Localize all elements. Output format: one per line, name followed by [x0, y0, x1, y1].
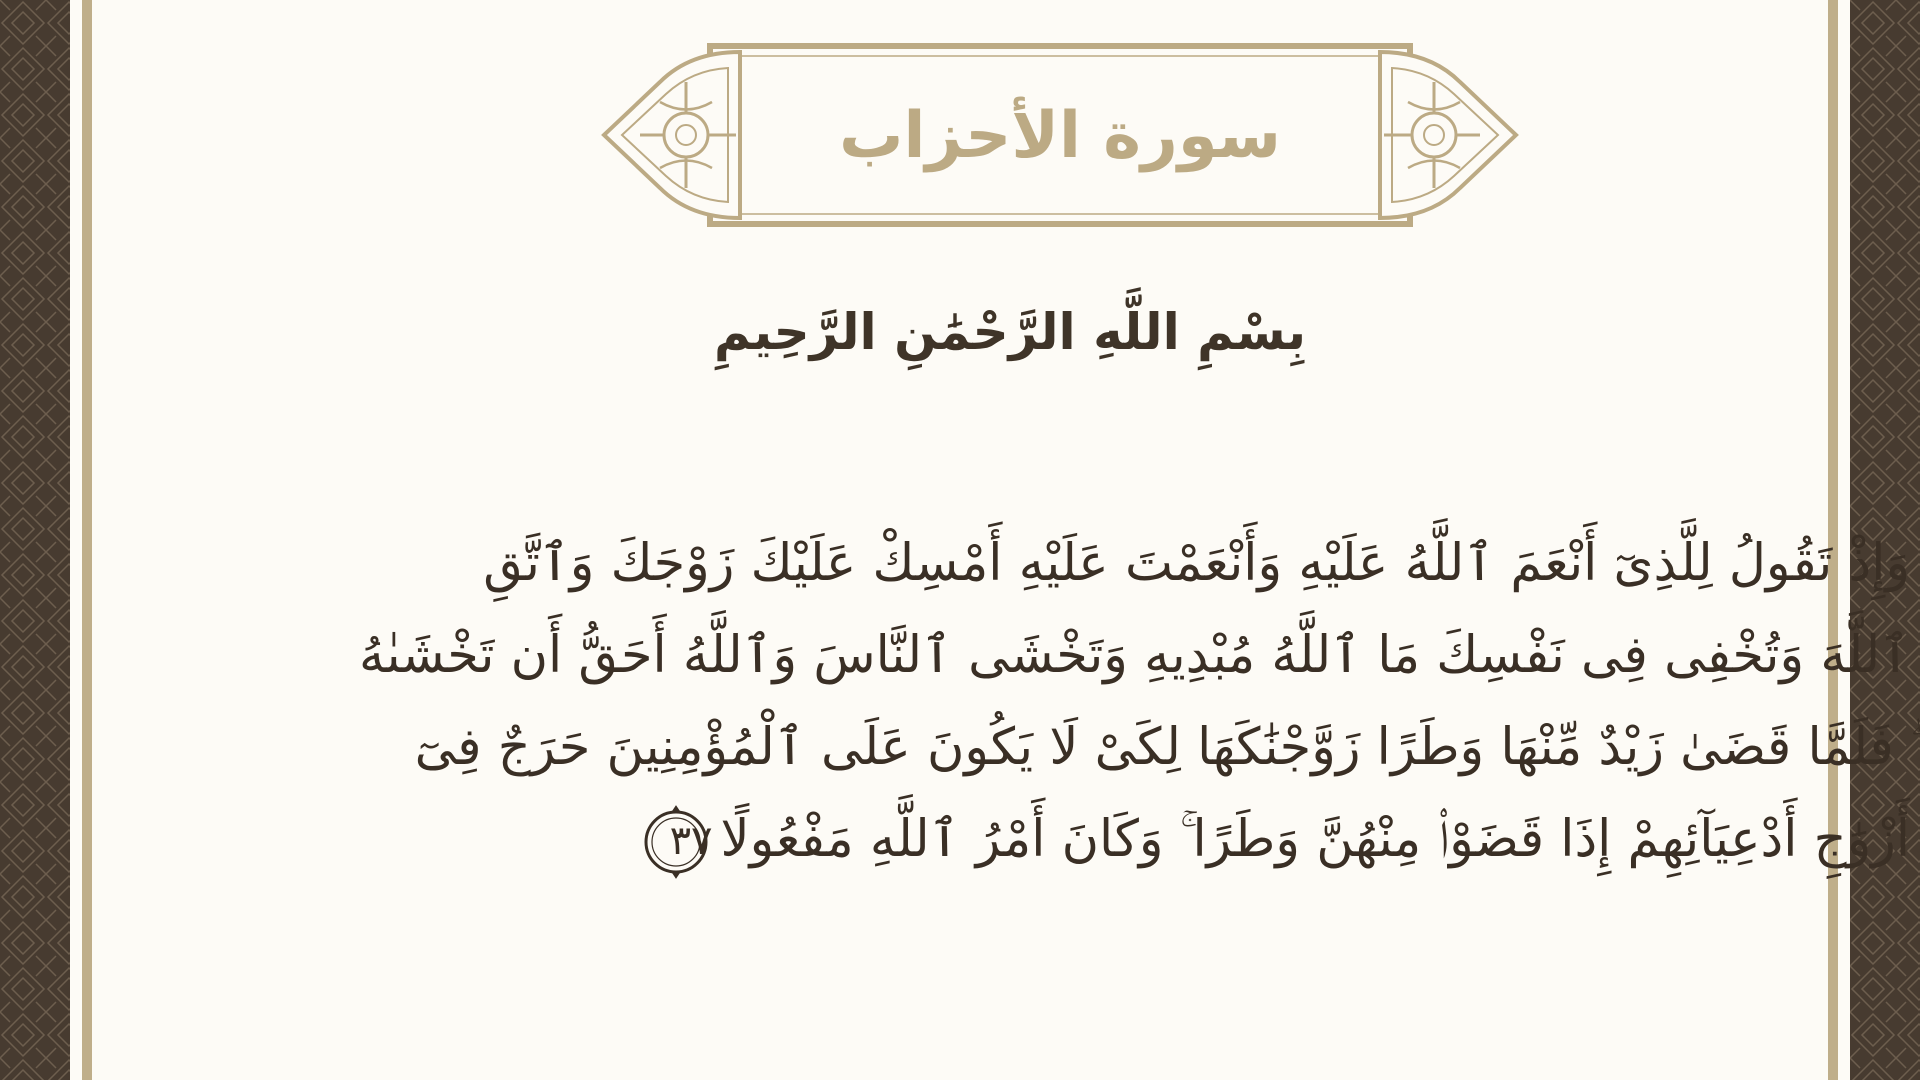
verse-line-4 [220, 794, 1910, 886]
verse-line-1: وَإِذْ تَقُولُ لِلَّذِىٓ أَنْعَمَ ٱللَّهُ عَلَيْهِ وَأَنْعَمْتَ عَلَيْهِ أَمْسِكْ عَلَيْكَ زَوْجَكَ وَٱتَّقِ [483, 534, 1910, 593]
verse-text [220, 518, 1910, 886]
surah-title-banner [600, 42, 1520, 228]
left-border-pattern [0, 0, 70, 1080]
verse-line-2: ٱللَّهَ وَتُخْفِى فِى نَفْسِكَ مَا ٱللَّهُ مُبْدِيهِ وَتَخْشَى ٱلنَّاسَ وَٱللَّهُ أَحَقُّ أَن تَخْشَىٰهُ [359, 626, 1910, 685]
ayah-end-marker [639, 803, 713, 881]
verse-line-3: ۖ فَلَمَّا قَضَىٰ زَيْدٌ مِّنْهَا وَطَرًا زَوَّجْنَٰكَهَا لِكَىْ لَا يَكُونَ عَلَى ٱلْمُؤْمِنِينَ حَرَجٌ فِىٓ [414, 718, 1910, 777]
mushaf-page [100, 0, 1910, 1080]
ayah-number: ٣٧ [669, 818, 713, 864]
basmala: بِسْمِ اللَّهِ الرَّحْمَٰنِ الرَّحِيمِ [714, 303, 1306, 361]
left-gold-rule [82, 0, 92, 1080]
surah-title: سورة الأحزاب [839, 99, 1281, 173]
verse-line-4-text: أَزْوَٰجِ أَدْعِيَآئِهِمْ إِذَا قَضَوْا۟ مِنْهُنَّ وَطَرًا ۚ وَكَانَ أَمْرُ ٱللَّهِ مَفْعُولًا [720, 810, 1910, 869]
